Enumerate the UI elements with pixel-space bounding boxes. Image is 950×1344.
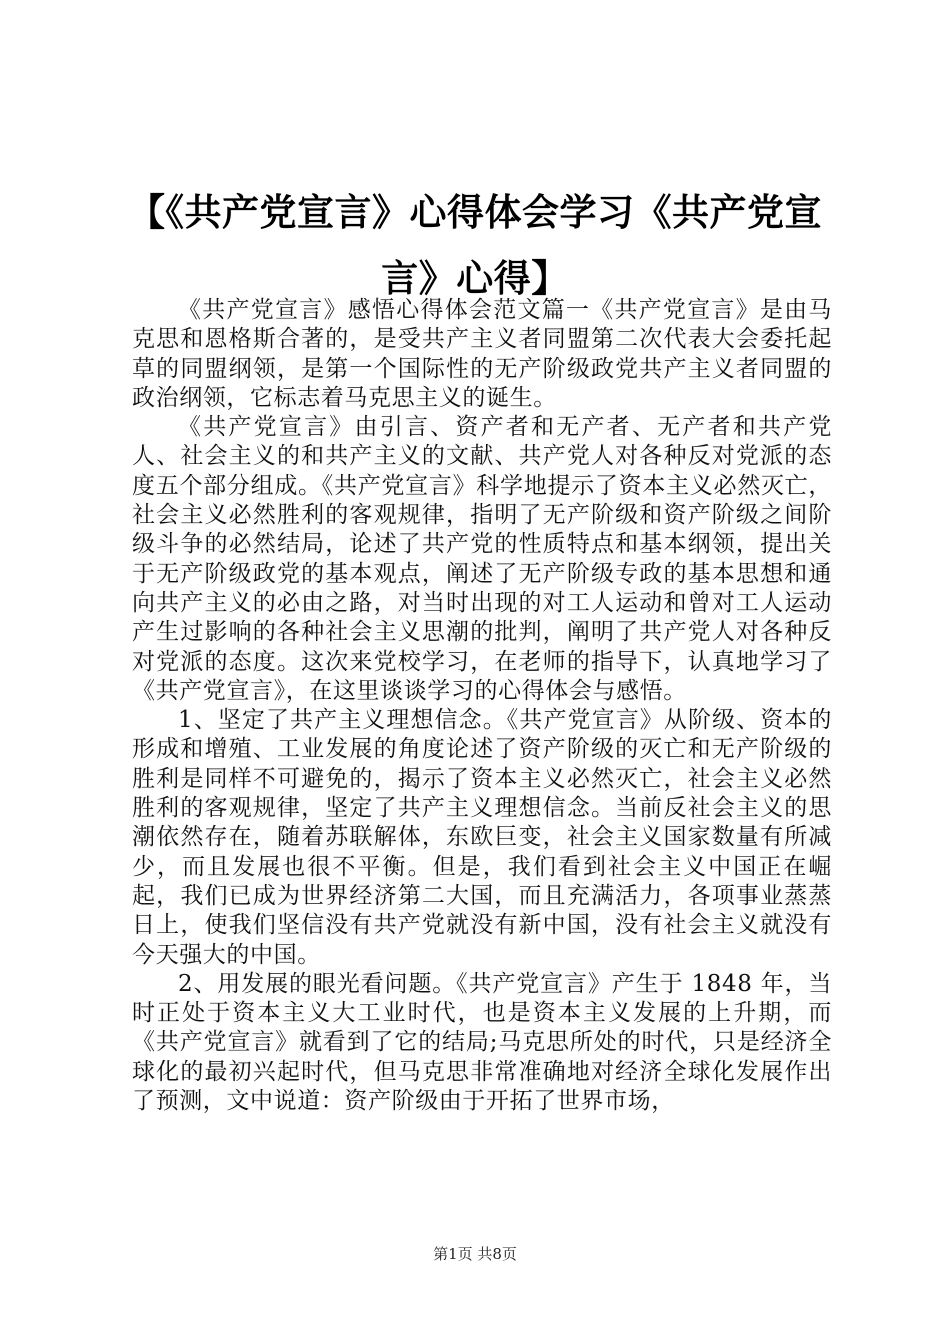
page-footer: 第1页 共8页 bbox=[433, 1245, 517, 1263]
document-title: 【《共产党宣言》心得体会学习《共产党宣言》心得】 bbox=[128, 191, 822, 300]
paragraph-3: 1、坚定了共产主义理想信念。《共产党宣言》从阶级、资本的形成和增殖、工业发展的角度论述了资产阶级的灭亡和无产阶级的胜利是同样不可避免的，揭示了资本主义必然灭亡，社会主义必然胜利的客观规律，坚定了共产主义理想信念。当前反社会主义的思潮依然存在，随着苏联解体，东欧巨变，社会主义国家数量有所减少，而且发展也很不平衡。但是，我们看到社会主义中国正在崛起，我们已成为世界经济第二大国，而且充满活力，各项事业蒸蒸日上，使我们坚信没有共产党就没有新中国，没有社会主义就没有今天强大的中国。 bbox=[132, 707, 832, 968]
document-body bbox=[132, 296, 832, 1116]
paragraph-4: 2、用发展的眼光看问题。《共产党宣言》产生于 1848 年，当时正处于资本主义大工业时代，也是资本主义发展的上升期，而《共产党宣言》就看到了它的结局;马克思所处的时代，只是经济全球化的最初兴起时代，但马克思非常准确地对经济全球化发展作出了预测，文中说道：资产阶级由于开拓了世界市场， bbox=[132, 970, 832, 1115]
paragraph-2: 《共产党宣言》由引言、资产者和无产者、无产者和共产党人、社会主义的和共产主义的文献、共产党人对各种反对党派的态度五个部分组成。《共产党宣言》科学地提示了资本主义必然灭亡，社会主义必然胜利的客观规律，指明了无产阶级和资产阶级之间阶级斗争的必然结局，论述了共产党的性质特点和基本纲领，提出关于无产阶级政党的基本观点，阐述了无产阶级专政的基本思想和通向共产主义的必由之路，对当时出现的对工人运动和曾对工人运动产生过影响的各种社会主义思潮的批判，阐明了共产党人对各种反对党派的态度。这次来党校学习，在老师的指导下，认真地学习了《共产党宣言》，在这里谈谈学习的心得体会与感悟。 bbox=[132, 414, 832, 704]
paragraph-1: 《共产党宣言》感悟心得体会范文篇一《共产党宣言》是由马克思和恩格斯合著的，是受共产主义者同盟第二次代表大会委托起草的同盟纲领，是第一个国际性的无产阶级政党共产主义者同盟的政治纲领，它标志着马克思主义的诞生。 bbox=[132, 297, 832, 411]
